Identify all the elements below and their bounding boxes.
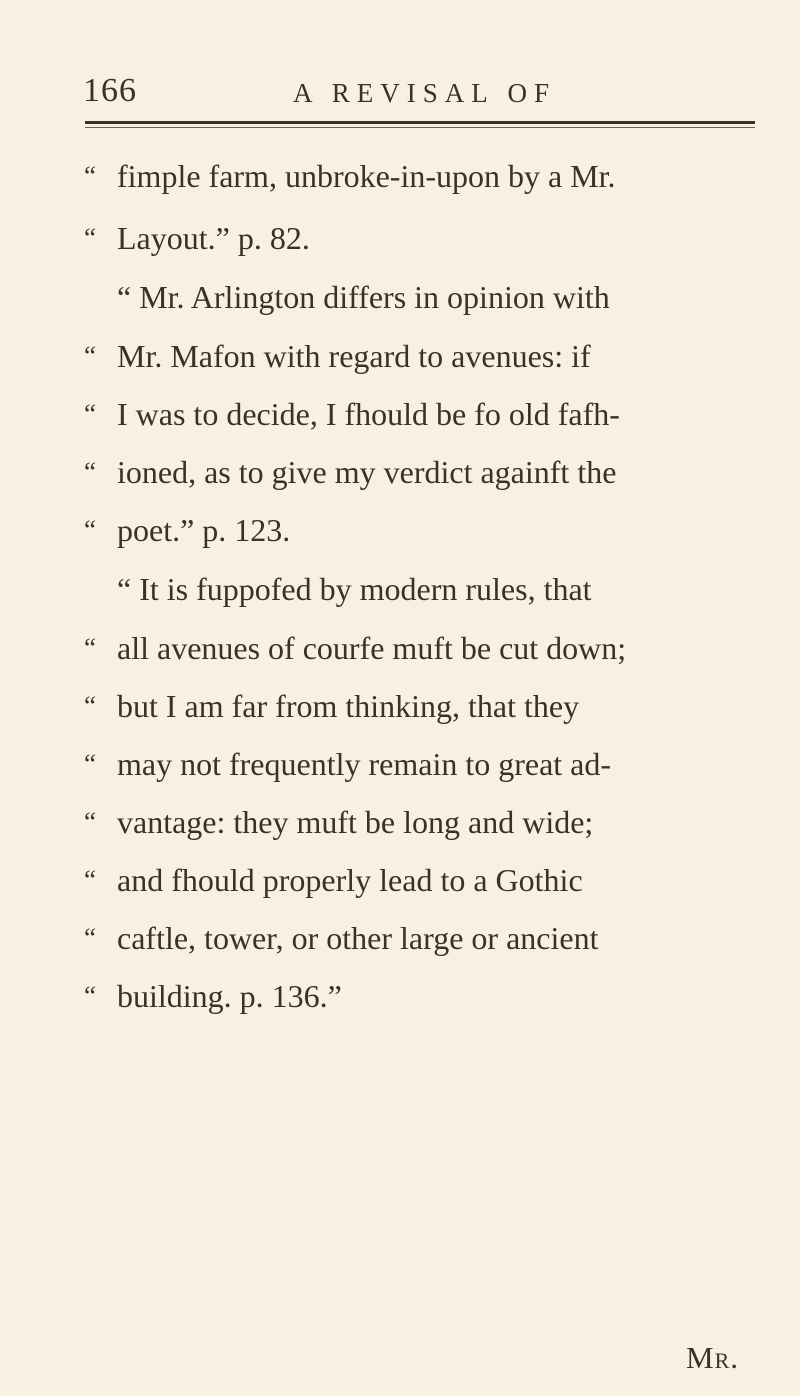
quotation-mark: “ <box>84 633 96 663</box>
quotation-mark: “ <box>84 865 96 895</box>
quotation-mark: “ <box>84 981 96 1011</box>
line-text: may not frequently remain to great ad- <box>117 746 612 782</box>
line-text: caftle, tower, or other large or ancient <box>117 920 599 956</box>
line-text: Layout.” p. 82. <box>117 220 310 256</box>
line-text: I was to decide, I fhould be fo old fafh- <box>117 396 620 432</box>
line-text: “ It is fuppofed by modern rules, that <box>117 571 592 607</box>
quotation-mark: “ <box>84 691 96 721</box>
line-text: ioned, as to give my verdict againft the <box>117 454 617 490</box>
header-rule-thick <box>85 121 755 124</box>
quotation-mark: “ <box>84 399 96 429</box>
catchword: Mr. <box>686 1340 739 1375</box>
line-text: Mr. Mafon with regard to avenues: if <box>117 338 591 374</box>
quotation-mark: “ <box>84 515 96 545</box>
quotation-mark: “ <box>84 923 96 953</box>
line-text: building. p. 136.” <box>117 978 342 1014</box>
header-rule-thin <box>85 127 755 128</box>
quotation-mark: “ <box>84 161 96 191</box>
line-text: poet.” p. 123. <box>117 512 291 548</box>
quotation-mark: “ <box>84 341 96 371</box>
line-text: “ Mr. Arlington differs in opinion with <box>117 279 610 315</box>
line-text: fimple farm, unbroke-in-upon by a Mr. <box>117 158 616 194</box>
line-text: but I am far from thinking, that they <box>117 688 580 724</box>
page-number: 166 <box>83 72 137 109</box>
running-head: A REVISAL OF <box>293 78 557 108</box>
quotation-mark: “ <box>84 807 96 837</box>
quotation-mark: “ <box>84 223 96 253</box>
quotation-mark: “ <box>84 749 96 779</box>
line-text: and fhould properly lead to a Gothic <box>117 862 583 898</box>
quotation-mark: “ <box>84 457 96 487</box>
line-text: all avenues of courfe muft be cut down; <box>117 630 627 666</box>
line-text: vantage: they muft be long and wide; <box>117 804 594 840</box>
